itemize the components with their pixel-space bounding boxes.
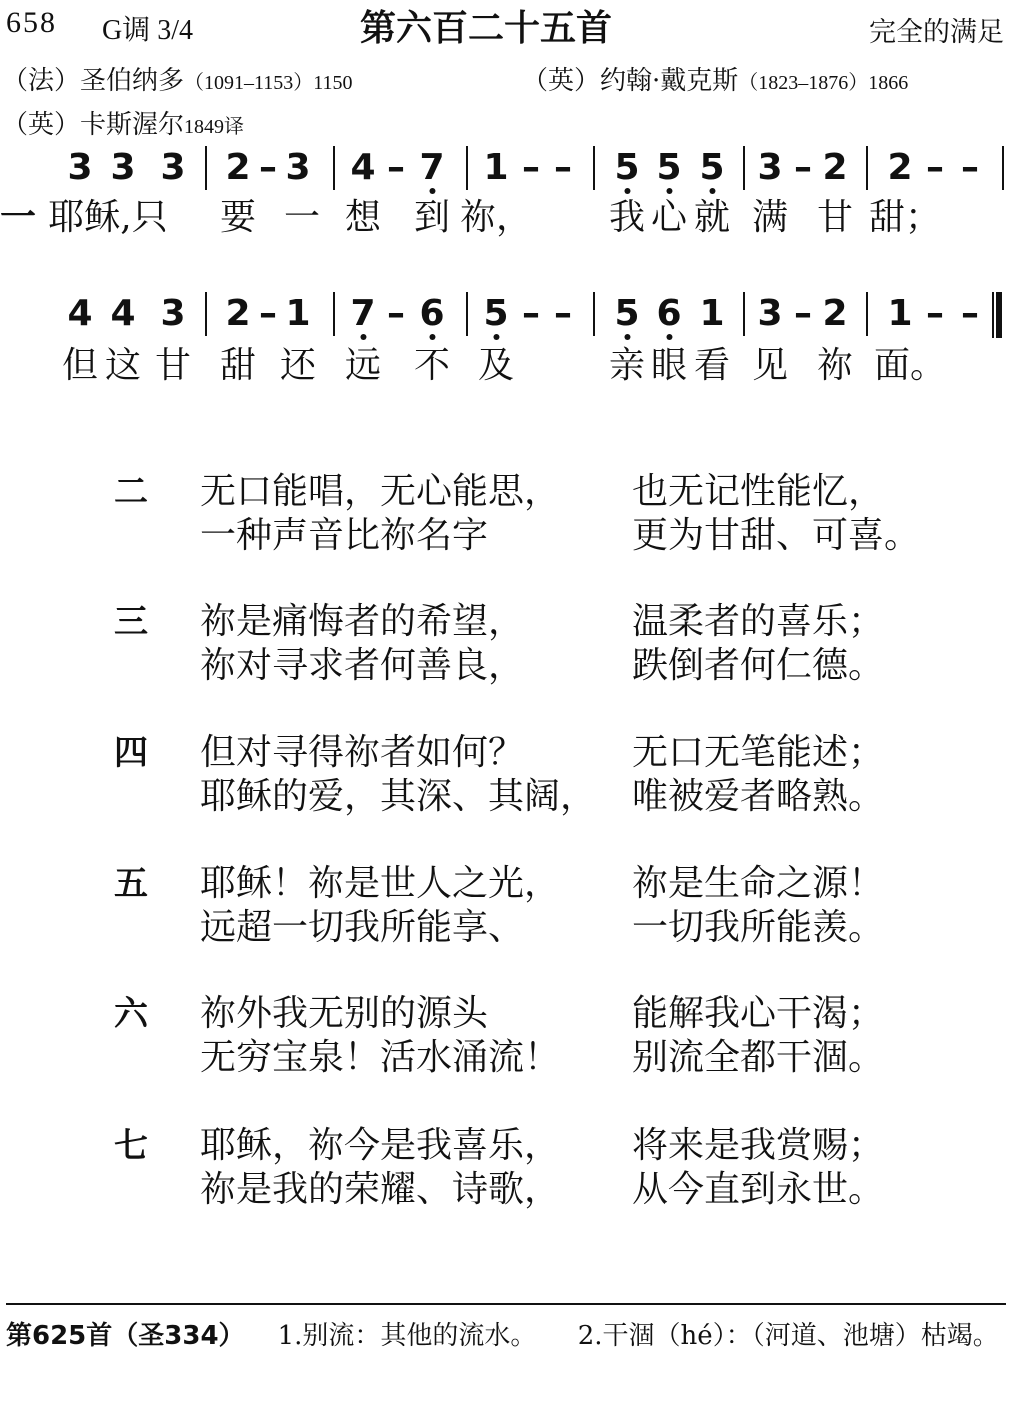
- note-extension: –: [961, 293, 979, 334]
- verse-number: 三: [114, 602, 148, 642]
- verse-line: 将来是我赏赐；: [632, 1125, 885, 1166]
- verse-line: 跌倒者何仁德。: [632, 645, 885, 686]
- lyric-syllable: 甜；: [868, 197, 942, 238]
- barline: [205, 292, 207, 336]
- lyric-syllable: 祢，: [459, 197, 533, 238]
- note: 2: [822, 147, 848, 188]
- author-years: （1091–1153）1150: [184, 72, 353, 94]
- note-extension: –: [387, 293, 405, 334]
- lyric-syllable: 这: [104, 345, 142, 386]
- verse-line: 更为甘甜、可喜。: [632, 515, 921, 556]
- footer-note: [6, 1314, 1006, 1358]
- verse-line: 耶稣！祢是世人之光，: [200, 863, 561, 904]
- note: 3: [160, 147, 186, 188]
- hymn-title: 第六百二十五首: [360, 8, 613, 49]
- note: 3: [285, 147, 311, 188]
- note-extension: –: [554, 147, 572, 188]
- verse-number: 六: [114, 994, 148, 1034]
- verse-line: 也无记性能忆，: [632, 471, 885, 512]
- lyric-syllable: 一: [283, 197, 321, 238]
- lyric-syllable: 甘: [154, 345, 192, 386]
- barline: [1002, 146, 1004, 190]
- note-extension: –: [522, 147, 540, 188]
- lyric-syllable: 还: [279, 345, 317, 386]
- final-barline: [992, 292, 1002, 338]
- verse-line: 祢是生命之源！: [632, 863, 885, 904]
- note: 5: [483, 293, 509, 334]
- lyric-syllable: 及: [477, 345, 515, 386]
- note-extension: –: [926, 293, 944, 334]
- verse-number: 七: [114, 1126, 148, 1166]
- barline: [593, 292, 595, 336]
- verse-line: 祢外我无别的源头: [200, 993, 489, 1034]
- lyric-syllable: 想: [344, 197, 382, 238]
- lyric-syllable: 满: [751, 197, 789, 238]
- verse-line: 从今直到永世。: [632, 1169, 885, 1210]
- verse-line: 耶稣的爱，其深、其阔，: [200, 776, 597, 817]
- footer-ref: 第625首（圣334）: [6, 1321, 245, 1351]
- note: 2: [225, 147, 251, 188]
- note: 4: [110, 293, 136, 334]
- note-extension: –: [554, 293, 572, 334]
- note: 7: [350, 293, 376, 334]
- barline: [593, 146, 595, 190]
- lyric-syllable: 我: [608, 197, 646, 238]
- lyric-syllable: 远: [344, 345, 382, 386]
- verse-line: 能解我心干渴；: [632, 993, 885, 1034]
- note: 2: [225, 293, 251, 334]
- lyric-syllable: 甜: [219, 345, 257, 386]
- lyric-syllable: 到: [413, 197, 451, 238]
- key-signature: G调 3/4: [102, 15, 194, 46]
- verse-line: 祢是痛悔者的希望，: [200, 601, 525, 642]
- credit-english: [522, 60, 908, 97]
- credit-author: [2, 60, 353, 97]
- note-extension: –: [259, 293, 277, 334]
- verse-line: 别流全都干涸。: [632, 1037, 885, 1078]
- verse-line: 一切我所能羡。: [632, 907, 885, 948]
- lyric-syllable: 但: [61, 345, 99, 386]
- note: 4: [350, 147, 376, 188]
- credit-translator: [2, 104, 244, 141]
- verse-number: 二: [114, 472, 148, 512]
- lyric-syllable: 眼: [650, 345, 688, 386]
- english-name: （英）约翰·戴克斯: [522, 66, 739, 96]
- lyric-syllable: 见: [751, 345, 789, 386]
- verse-line: 祢是我的荣耀、诗歌，: [200, 1169, 561, 1210]
- note: 2: [887, 147, 913, 188]
- translator-year: 1849译: [184, 116, 245, 138]
- verse-line: 唯被爱者略熟。: [632, 776, 885, 817]
- note: 1: [285, 293, 311, 334]
- verse-number: 五: [114, 864, 148, 904]
- note-extension: –: [794, 147, 812, 188]
- verse-line: 耶稣，祢今是我喜乐，: [200, 1125, 561, 1166]
- author-name: （法）圣伯纳多: [2, 66, 185, 96]
- note: 5: [614, 147, 640, 188]
- lyric-syllable: 心: [650, 197, 688, 238]
- note: 5: [699, 147, 725, 188]
- barline: [743, 292, 745, 336]
- staff-1-lyrics: [0, 196, 1012, 246]
- note: 4: [67, 293, 93, 334]
- note: 1: [887, 293, 913, 334]
- verse-number: 四: [114, 733, 148, 773]
- verse-line: 一种声音比祢名字: [200, 515, 489, 556]
- staff-1-notes: [0, 146, 1012, 196]
- note: 3: [67, 147, 93, 188]
- lyric-syllable: 就: [693, 197, 731, 238]
- lyric-syllable: 看: [693, 345, 731, 386]
- note: 5: [656, 147, 682, 188]
- lyric-syllable: 面。: [873, 345, 947, 386]
- footer-note-1: 1.别流：其他的流水。: [277, 1321, 537, 1351]
- verse-line: 祢对寻求者何善良，: [200, 645, 525, 686]
- barline: [333, 292, 335, 336]
- lyric-syllable: 不: [413, 345, 451, 386]
- note: 7: [419, 147, 445, 188]
- note-extension: –: [926, 147, 944, 188]
- barline: [743, 146, 745, 190]
- lyric-syllable: 要: [219, 197, 257, 238]
- barline: [466, 292, 468, 336]
- staff-2-lyrics: [0, 344, 1012, 394]
- note: 2: [822, 293, 848, 334]
- barline: [466, 146, 468, 190]
- staff-2-notes: [0, 292, 1012, 342]
- verse-1-label: 一: [0, 197, 37, 238]
- lyric-syllable: 亲: [608, 345, 646, 386]
- lyric-syllable: 祢: [816, 345, 854, 386]
- footer-divider: [6, 1303, 1006, 1305]
- lyric-syllable: 甘: [816, 197, 854, 238]
- note-extension: –: [794, 293, 812, 334]
- note: 1: [483, 147, 509, 188]
- verse-line: 远超一切我所能享、: [200, 907, 525, 948]
- verse-line: 无穷宝泉！活水涌流！: [200, 1037, 561, 1078]
- verse-line: 无口无笔能述；: [632, 732, 885, 773]
- verse-line: 无口能唱，无心能思，: [200, 471, 561, 512]
- note: 3: [160, 293, 186, 334]
- english-years: （1823–1876）1866: [738, 72, 909, 94]
- note: 5: [614, 293, 640, 334]
- note: 3: [757, 147, 783, 188]
- note: 3: [757, 293, 783, 334]
- note-extension: –: [961, 147, 979, 188]
- hymn-subtitle: 完全的满足: [869, 17, 1004, 48]
- verse-line: 温柔者的喜乐；: [632, 601, 885, 642]
- verse-line: 但对寻得祢者如何？: [200, 732, 525, 773]
- barline: [866, 292, 868, 336]
- barline: [866, 146, 868, 190]
- barline: [205, 146, 207, 190]
- note: 1: [699, 293, 725, 334]
- note-extension: –: [387, 147, 405, 188]
- footer-note-2: 2.干涸（hé）：（河道、池塘）枯竭。: [577, 1321, 999, 1351]
- hymn-number: 658: [6, 6, 57, 39]
- note-extension: –: [522, 293, 540, 334]
- note: 6: [656, 293, 682, 334]
- translator-name: （英）卡斯渥尔: [2, 110, 185, 140]
- note-extension: –: [259, 147, 277, 188]
- barline: [333, 146, 335, 190]
- note: 3: [110, 147, 136, 188]
- note: 6: [419, 293, 445, 334]
- lyric-syllable: 耶稣,只: [48, 197, 168, 238]
